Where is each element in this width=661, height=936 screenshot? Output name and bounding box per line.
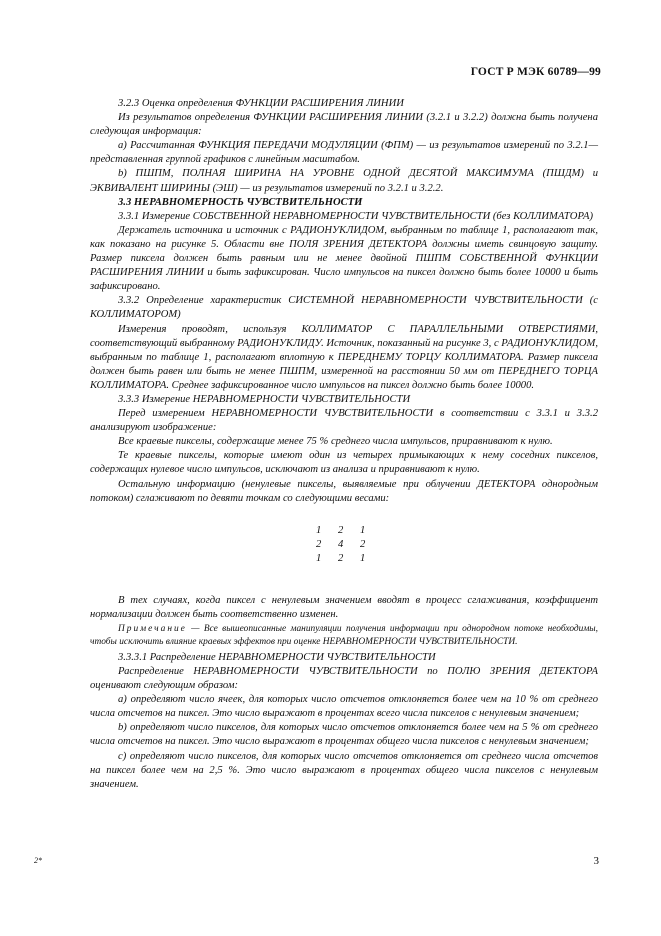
section-3-3-heading: 3.3 НЕРАВНОМЕРНОСТЬ ЧУВСТВИТЕЛЬНОСТИ (118, 196, 363, 208)
list-item-b: b) определяют число пикселов, для которых число отсчетов отклоняется более чем на 5 % от среднего числа отсчетов на пиксел. Это число выражают в процентах общего числа пикселов с ненулевым значением; (90, 722, 598, 748)
paragraph: В тех случаях, когда пиксел с ненулевым значением вводят в процесс сглаживания, коэффициент нормализации должен быть соответственно изменен. (90, 594, 598, 620)
section-3-3-1-heading: 3.3.1 Измерение СОБСТВЕННОЙ НЕРАВНОМЕРНОСТИ ЧУВСТВИТЕЛЬНОСТИ (без КОЛЛИМАТОРА) (118, 210, 593, 222)
list-item-a: а) определяют число ячеек, для которых число отсчетов отклоняется более чем на 10 % от среднего числа отсчетов на пиксел. Это число выражают в процентах всего числа пикселов с ненулевым значением; (90, 694, 598, 720)
section-3-2-3-heading: 3.2.3 Оценка определения ФУНКЦИИ РАСШИРЕНИЯ ЛИНИИ (118, 98, 404, 109)
paragraph: Все краевые пикселы, содержащие менее 75 % среднего числа импульсов, приравнивают к нулю. (118, 436, 553, 448)
smoothing-weights-matrix (90, 524, 598, 566)
section-3-3-2-heading: 3.3.2 Определение характеристик СИСТЕМНОЙ НЕРАВНОМЕРНОСТИ ЧУВСТВИТЕЛЬНОСТИ (с КОЛЛИМАТОРОМ) (90, 295, 598, 321)
page-number: 3 (593, 855, 599, 867)
paragraph: Измерения проводят, используя КОЛЛИМАТОР С ПАРАЛЛЕЛЬНЫМИ ОТВЕРСТИЯМИ, соответствующий выбранному РАДИОНУКЛИДУ. Источник, показанный на рисунке 3, с РАДИОНУКЛИДОМ, выбранным по таблице 1, располагают вплотную к ПЕРЕДНЕМУ ТОРЦУ КОЛЛИМАТОРА. Размер пиксела должен быть равен или быть не менее ПШПМ, измеренной на расстоянии 50 мм от ПЕРЕДНЕГО ТОРЦА КОЛЛИМАТОРА. Среднее зафиксированное число импульсов на пиксел должно быть более 10000. (90, 323, 599, 391)
note (90, 623, 598, 649)
weight-value: 4 (338, 538, 344, 550)
weights-row (316, 552, 598, 566)
paragraph: Перед измерением НЕРАВНОМЕРНОСТИ ЧУВСТВИТЕЛЬНОСТИ в соответствии с 3.3.1 и 3.3.2 анализируют изображение: (90, 408, 598, 434)
weight-value: 2 (338, 524, 344, 536)
weight-value: 2 (338, 552, 344, 564)
list-item-b: b) ПШПМ, ПОЛНАЯ ШИРИНА НА УРОВНЕ ОДНОЙ ДЕСЯТОЙ МАКСИМУМА (ПШДМ) и ЭКВИВАЛЕНТ ШИРИНЫ (ЭШ) — из результатов измерений по 3.2.1 и 3.2.2. (90, 168, 598, 194)
weight-value: 1 (360, 552, 366, 564)
note-text: — Все вышеописанные манипуляции получения информации при однородном потоке необходимы, чтобы исключить влияние краевых эффектов при оценке НЕРАВНОМЕРНОСТИ ЧУВСТВИТЕЛЬНОСТИ. (90, 623, 598, 647)
page-body (90, 97, 598, 792)
document-standard-header: ГОСТ Р МЭК 60789—99 (470, 66, 601, 78)
paragraph: Держатель источника и источник с РАДИОНУКЛИДОМ, выбранным по таблице 1, располагают так, как показано на рисунке 5. Области вне ПОЛЯ ЗРЕНИЯ ДЕТЕКТОРА должны иметь свинцовую защиту. Размер пиксела должен быть равным или не менее двойной ПШПМ СОБСТВЕННОЙ ФУНКЦИИ РАСШИРЕНИЯ ЛИНИИ и быть зафиксирован. Число импульсов на пиксел должно быть более 10000 и быть зафиксировано. (90, 224, 598, 293)
paragraph: Из результатов определения ФУНКЦИИ РАСШИРЕНИЯ ЛИНИИ (3.2.1 и 3.2.2) должна быть получена следующая информация: (90, 112, 598, 138)
weights-row (316, 538, 598, 552)
weight-value: 2 (316, 538, 322, 550)
weight-value: 1 (316, 552, 322, 564)
paragraph: Остальную информацию (ненулевые пикселы, выявляемые при облучении ДЕТЕКТОРА однородным потоком) сглаживают по девяти точкам со следующими весами: (90, 478, 598, 504)
list-item-c: с) определяют число пикселов, для которых число отсчетов отклоняется от среднего числа отсчетов на пиксел более чем на 2,5 %. Это число выражают в процентах общего числа пикселов с ненулевым значением. (90, 750, 598, 790)
sheet-mark: 2* (34, 856, 42, 865)
section-3-3-3-1-heading: 3.3.3.1 Распределение НЕРАВНОМЕРНОСТИ ЧУВСТВИТЕЛЬНОСТИ (118, 651, 436, 663)
weight-value: 2 (360, 538, 366, 550)
weight-value: 1 (360, 524, 366, 536)
section-3-3-3-heading: 3.3.3 Измерение НЕРАВНОМЕРНОСТИ ЧУВСТВИТЕЛЬНОСТИ (118, 393, 411, 405)
note-label: Примечание (118, 623, 187, 634)
paragraph: Распределение НЕРАВНОМЕРНОСТИ ЧУВСТВИТЕЛЬНОСТИ по ПОЛЮ ЗРЕНИЯ ДЕТЕКТОРА оценивают следующим образом: (90, 666, 598, 692)
list-item-a: а) Рассчитанная ФУНКЦИЯ ПЕРЕДАЧИ МОДУЛЯЦИИ (ФПМ) — из результатов измерений по 3.2.1— представленная группой графиков с линейным масштабом. (90, 140, 598, 166)
paragraph: Те краевые пикселы, которые имеют один из четырех примыкающих к нему соседних пикселов, содержащих нулевое число импульсов, исключают из анализа и приравнивают к нулю. (90, 450, 598, 476)
weight-value: 1 (316, 524, 322, 536)
weights-row (316, 524, 598, 538)
